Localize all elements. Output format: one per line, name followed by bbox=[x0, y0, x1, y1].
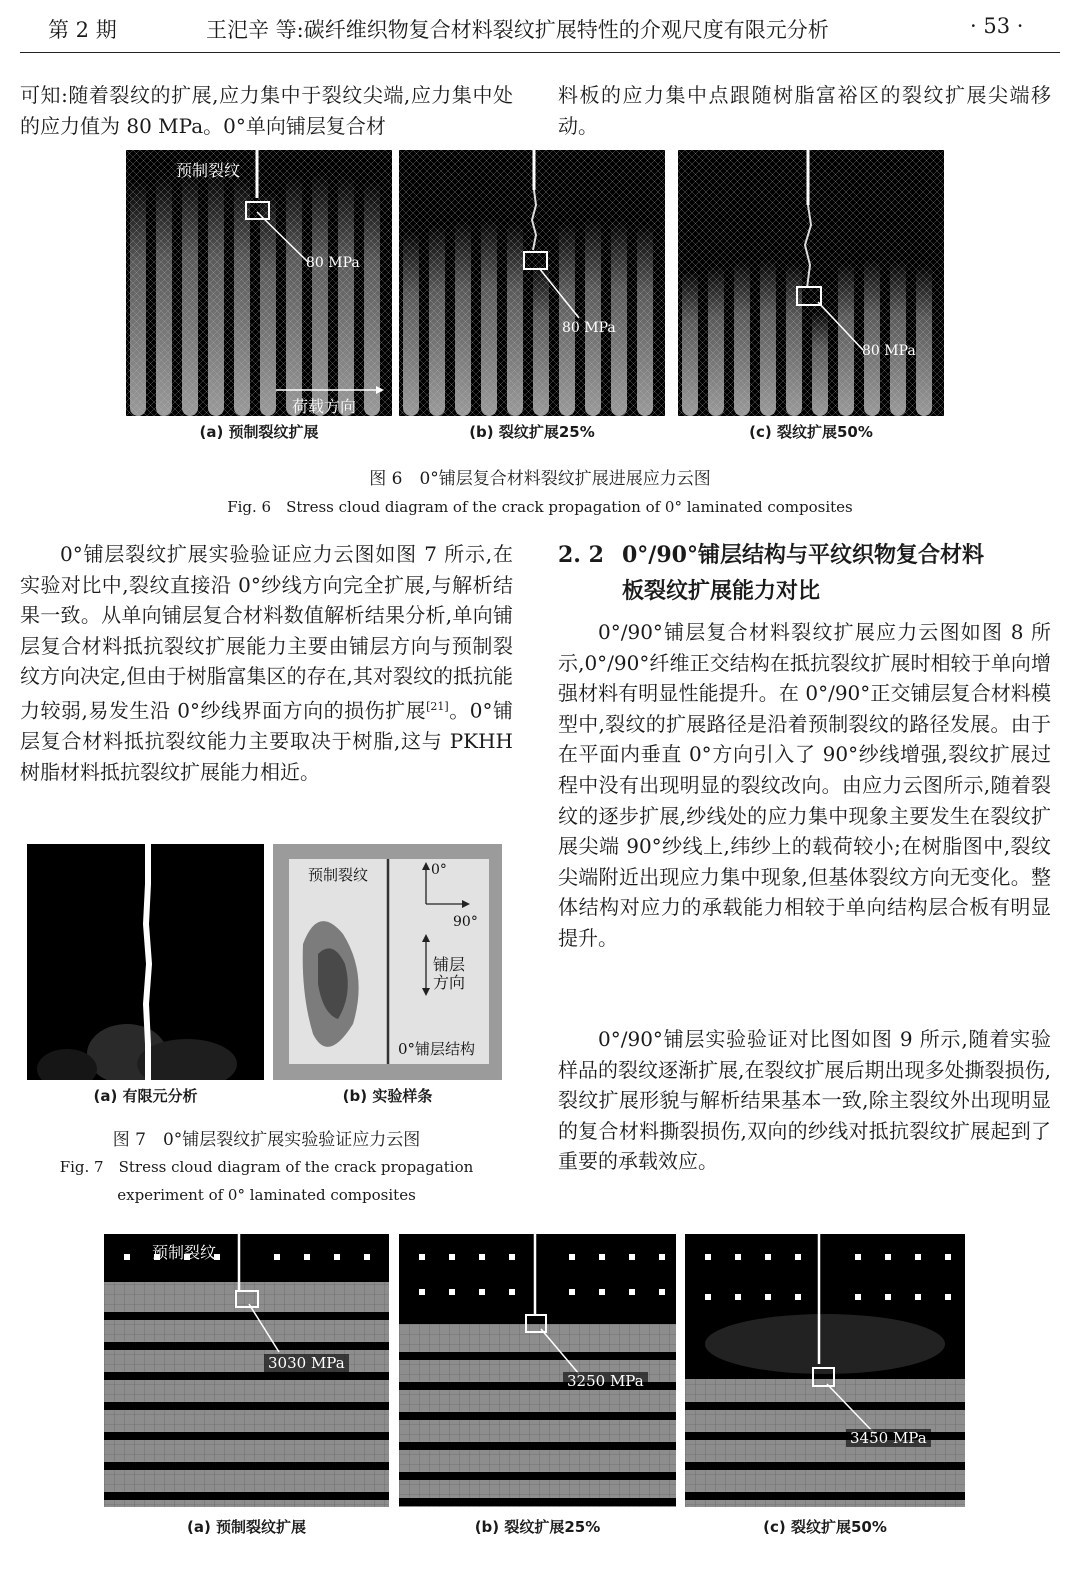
stress-label: 80 MPa bbox=[306, 255, 360, 271]
paragraph-top-left: 可知:随着裂纹的扩展,应力集中于裂纹尖端,应力集中处的应力值为 80 MPa。0°单向铺层复合材 bbox=[20, 83, 513, 138]
ply-label-2: 方向 bbox=[433, 973, 466, 992]
fig6-panel-b bbox=[399, 150, 665, 416]
precrack-label: 预制裂纹 bbox=[176, 161, 241, 180]
fig8-caption-c: (c) 裂纹扩展50% bbox=[763, 1518, 887, 1536]
fig6-caption-b: (b) 裂纹扩展25% bbox=[469, 423, 595, 441]
header-rule bbox=[20, 52, 1060, 53]
ply-label-1: 铺层 bbox=[433, 955, 466, 974]
fig7-caption-b: (b) 实验样条 bbox=[342, 1087, 433, 1105]
fig6-caption-a: (a) 预制裂纹扩展 bbox=[199, 423, 319, 441]
stress-label: 3250 MPa bbox=[563, 1372, 648, 1390]
fig8-panel-c bbox=[685, 1234, 965, 1507]
stress-box bbox=[812, 1367, 835, 1387]
ply-structure-label: 0°铺层结构 bbox=[398, 1040, 476, 1058]
paragraph-right-2: 0°/90°铺层实验验证对比图如图 9 所示,随着实验样品的裂纹逐渐扩展,在裂纹扩展后期出现多处撕裂损伤,裂纹扩展形貌与解析结果基本一致,除主裂纹外出现明显的复合材料撕裂损伤,双向的纱线对抵抗裂纹扩展起到了重要的承载效应。 bbox=[558, 1027, 1051, 1174]
paragraph-right-1: 0°/90°铺层复合材料裂纹扩展应力云图如图 8 所示,0°/90°纤维正交结构在抵抗裂纹扩展时相较于单向增强材料有明显性能提升。在 0°/90°正交铺层复合材料模型中,裂纹的扩展路径是沿着预制裂纹的路径发展。由于在平面内垂直 0°方向引入了 90°纱线增强,裂纹扩展过程中没有出现明显的裂纹改向。由应力云图所示,随着裂纹的逐步扩展,纱线处的应力集中现象主要发生在裂纹扩展尖端 90°纱线上,纬纱上的载荷较小;在树脂图中,裂纹尖端附近出现应力集中现象,但基体裂纹方向无变化。整体结构对应力的承载能力相较于单向结构层合板有明显提升。 bbox=[558, 620, 1051, 950]
precrack-label: 预制裂纹 bbox=[152, 1243, 217, 1262]
stress-label: 3450 MPa bbox=[846, 1429, 931, 1447]
fig6-title-en: Fig. 6 Stress cloud diagram of the crack propagation of 0° laminated composites bbox=[227, 498, 853, 516]
running-title: 王汜辛 等:碳纤维织物复合材料裂纹扩展特性的介观尺度有限元分析 bbox=[206, 18, 829, 42]
page-number: · 53 · bbox=[970, 14, 1024, 38]
fig6-panel-a bbox=[126, 150, 392, 416]
citation-21[interactable]: [21] bbox=[426, 699, 449, 713]
stress-box bbox=[525, 1314, 547, 1333]
fig8-caption-a: (a) 预制裂纹扩展 bbox=[186, 1518, 307, 1536]
paragraph-left-1-tail: 。0°铺层复合材料抵抗裂纹能力主要取决于树脂,这与 PKHH 树脂材料抵抗裂纹扩展能力相近。 bbox=[20, 698, 513, 784]
fig8-caption-b: (b) 裂纹扩展25% bbox=[474, 1518, 601, 1536]
zero-degree-label: 0° bbox=[431, 862, 447, 878]
sample-precrack-label: 预制裂纹 bbox=[308, 866, 369, 884]
section-title-2: 板裂纹扩展能力对比 bbox=[622, 578, 821, 604]
stress-box bbox=[235, 1290, 259, 1308]
stress-label: 80 MPa bbox=[562, 320, 616, 336]
fig7-panel-b bbox=[273, 844, 502, 1080]
issue-number: 第 2 期 bbox=[48, 18, 117, 42]
fig7-title-en-2: experiment of 0° laminated composites bbox=[117, 1186, 416, 1204]
section-number: 2. 2 bbox=[558, 542, 604, 568]
stress-box bbox=[523, 251, 548, 270]
fig6-panel-c bbox=[678, 150, 944, 416]
fig8-panel-b bbox=[399, 1234, 676, 1507]
fig7-title-cn: 图 7 0°铺层裂纹扩展实验验证应力云图 bbox=[112, 1130, 421, 1150]
fig6-title-cn: 图 6 0°铺层复合材料裂纹扩展进展应力云图 bbox=[369, 469, 711, 489]
stress-box bbox=[796, 286, 822, 306]
fig6-caption-c: (c) 裂纹扩展50% bbox=[749, 423, 873, 441]
stress-label: 80 MPa bbox=[862, 343, 916, 359]
paragraph-top-right: 料板的应力集中点跟随树脂富裕区的裂纹扩展尖端移动。 bbox=[558, 83, 1051, 138]
ninety-degree-label: 90° bbox=[453, 914, 478, 930]
stress-label: 3030 MPa bbox=[264, 1354, 349, 1372]
stress-box bbox=[245, 201, 270, 220]
fig7-caption-a: (a) 有限元分析 bbox=[93, 1087, 198, 1105]
section-title-1: 0°/90°铺层结构与平纹织物复合材料 bbox=[622, 542, 984, 568]
load-direction-label: 荷载方向 bbox=[292, 397, 357, 416]
fig7-panel-a bbox=[27, 844, 264, 1080]
paragraph-left-1 bbox=[20, 539, 513, 787]
fig7-title-en-1: Fig. 7 Stress cloud diagram of the crack propagation bbox=[59, 1158, 474, 1176]
fig8-panel-a bbox=[104, 1234, 389, 1507]
paragraph-left-1-text: 0°铺层裂纹扩展实验验证应力云图如图 7 所示,在实验对比中,裂纹直接沿 0°纱线方向完全扩展,与解析结果一致。从单向铺层复合材料数值解析结果分析,单向铺层复合材料抵抗裂纹扩展能力主要由铺层方向与预制裂纹方向决定,但由于树脂富集区的存在,其对裂纹的抵抗能力较弱,易发生沿 0°纱线界面方向的损伤扩展 bbox=[20, 542, 513, 723]
